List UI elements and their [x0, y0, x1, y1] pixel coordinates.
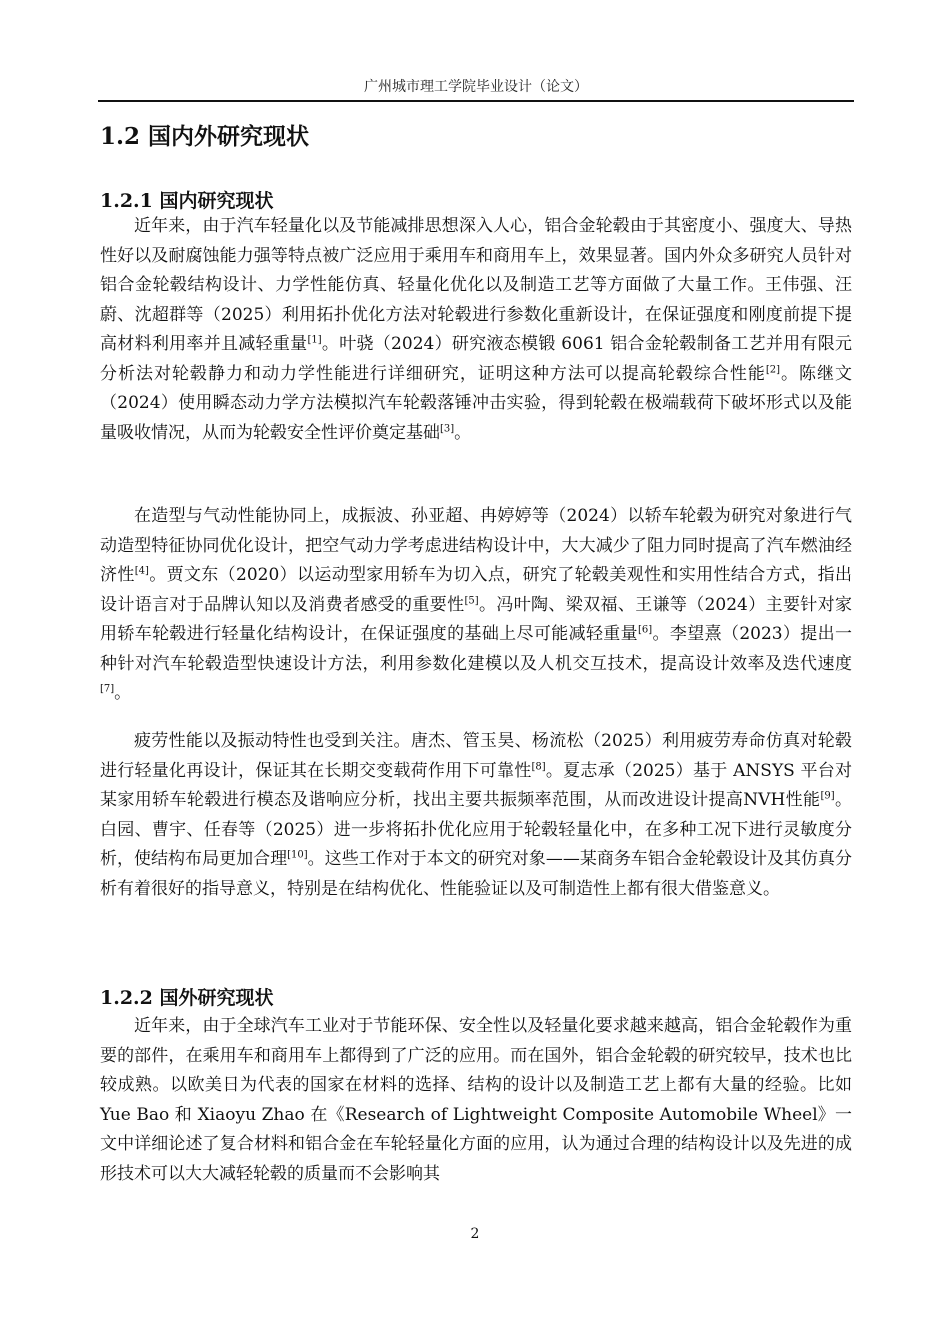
paragraph-domestic-2 — [100, 502, 852, 709]
paragraph-text: 近年来，由于汽车轻量化以及节能减排思想深入人心，铝合金轮毂由于其密度小、强度大、导热性好以及耐腐蚀能力强等特点被广泛应用于乘用车和商用车上，效果显著。国内外众多研究人员针对铝合金轮毂结构设计、力学性能仿真、轻量化优化以及制造工艺等方面做了大量工作。王伟强、汪蔚、沈超群等（2025）利用拓扑优化方法对轮毂进行参数化重新设计，在保证强度和刚度前提下提高材料利用率并且减轻重量 — [100, 216, 852, 354]
paragraph-text: 。 — [114, 683, 132, 703]
citation-ref: [3] — [440, 422, 455, 434]
section-heading: 1.2 国内外研究现状 — [100, 123, 310, 150]
running-header: 广州城市理工学院毕业设计（论文） — [364, 79, 588, 95]
paragraph-text: 。李望熹（2023）提出一种针对汽车轮毂造型快速设计方法，利用参数化建模以及人机交互技术，提高设计效率及迭代速度 — [100, 624, 853, 674]
paragraph-text: 。这些工作对于本文的研究对象——某商务车铝合金轮毂设计及其仿真分析有着很好的指导意义，特别是在结构优化、性能验证以及可制造性上都有很大借鉴意义。 — [100, 849, 853, 899]
paragraph-text: 。 — [454, 422, 472, 443]
paragraph-text: 在造型与气动性能协同上，成振波、孙亚超、冉婷婷等（2024）以轿车轮毂为研究对象进行气动造型特征协同优化设计，把空气动力学考虑进结构设计中，大大减少了阻力同时提高了汽车燃油经济性 — [100, 506, 852, 585]
paragraph-text: 。陈继文（2024）使用瞬态动力学方法模拟汽车轮毂落锤冲击实验，得到轮毂在极端载荷下破坏形式以及能量吸收情况，从而为轮毂安全性评价奠定基础 — [100, 363, 852, 443]
subsection-heading-domestic: 1.2.1 国内研究现状 — [100, 190, 274, 212]
paragraph-text: 疲劳性能以及振动特性也受到关注。唐杰、管玉昊、杨流松（2025）利用疲劳寿命仿真对轮毂进行轻量化再设计，保证其在长期交变载荷作用下可靠性 — [100, 731, 852, 781]
paragraph-foreign-1: 近年来，由于全球汽车工业对于节能环保、安全性以及轻量化要求越来越高，铝合金轮毂作为重要的部件，在乘用车和商用车上都得到了广泛的应用。而在国外，铝合金轮毂的研究较早，技术也比较成熟。以欧美日为代表的国家在材料的选择、结构的设计以及制造工艺上都有大量的经验。比如 Yue Bao 和 Xiaoyu Zhao 在《Research of Lightweight Composite Automobile Wheel》一文中详细论述了复合材料和铝合金在车轮轻量化方面的应用，认为通过合理的结构设计以及先进的成形技术可以大大减轻轮毂的质量而不会影响其 — [100, 1016, 852, 1184]
citation-ref: [9] — [820, 790, 835, 802]
citation-ref: [6] — [638, 624, 653, 636]
header-rule — [98, 100, 854, 102]
citation-ref: [10] — [287, 849, 308, 861]
paragraph-text: 。贾文东（2020）以运动型家用轿车为切入点，研究了轮毂美观性和实用性结合方式，指出设计语言对于品牌认知以及消费者感受的重要性 — [100, 565, 853, 615]
paragraph-domestic-3 — [100, 727, 852, 904]
citation-ref: [7] — [100, 683, 115, 695]
subsection-heading-foreign: 1.2.2 国外研究现状 — [100, 987, 274, 1009]
paragraph-text: 。白园、曹宇、任春等（2025）进一步将拓扑优化应用于轮毂轻量化中，在多种工况下进行灵敏度分析，使结构布局更加合理 — [100, 790, 852, 869]
citation-ref: [1] — [307, 334, 322, 346]
citation-ref: [2] — [765, 363, 781, 375]
paragraph-text: 。叶骁（2024）研究液态模锻 6061 铝合金轮毂制备工艺并用有限元分析法对轮毂静力和动力学性能进行详细研究，证明这种方法可以提高轮毂综合性能 — [100, 334, 852, 384]
citation-ref: [8] — [531, 760, 546, 772]
paragraph-domestic-1 — [100, 212, 852, 448]
citation-ref: [4] — [134, 565, 149, 577]
paragraph-text: 。夏志承（2025）基于 ANSYS 平台对某家用轿车轮毂进行模态及谐响应分析，找出主要共振频率范围，从而改进设计提高NVH性能 — [100, 760, 852, 810]
paragraph-text: 。冯叶陶、梁双福、王谦等（2024）主要针对家用轿车轮毂进行轻量化结构设计，在保证强度的基础上尽可能减轻重量 — [100, 594, 853, 644]
page-number: 2 — [470, 1226, 480, 1242]
citation-ref: [5] — [464, 594, 479, 606]
